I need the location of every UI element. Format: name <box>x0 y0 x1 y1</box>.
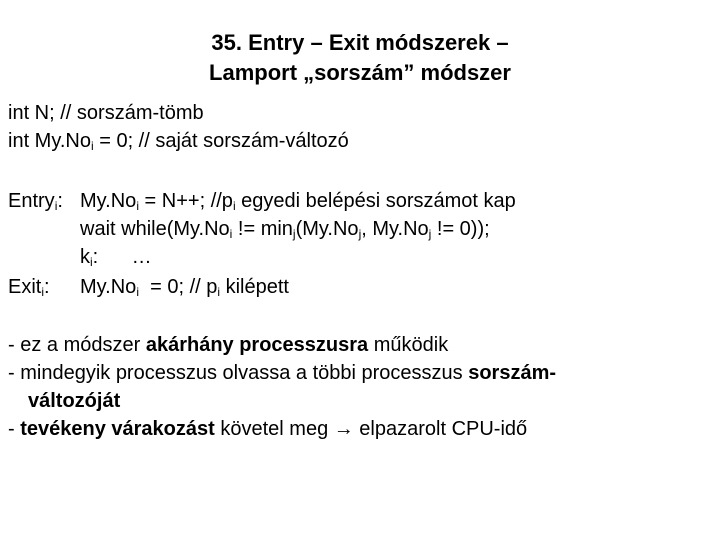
bullet-any-processes: - ez a módszer akárhány processzusra működik <box>8 334 449 356</box>
declaration-variable-line: int $My.No_i = 0$; // saját sorszám-változó <box>8 130 349 153</box>
entry-code-line: $My.No_i = N++$; $//p_i$ egyedi belépési sorszámot kap <box>80 190 516 213</box>
entry-label: Entry$_i$: <box>8 190 63 213</box>
slide-title-line-1: 35. Entry – Exit módszerek – <box>211 30 509 55</box>
exit-code-line: $My.No_i = 0$; // $p_i$ kilépett <box>80 276 289 299</box>
declaration-array-line: int N; // sorszám-tömb <box>8 102 204 124</box>
bullet-busy-waiting: - tevékeny várakozást követel meg → elpazarolt CPU-idő <box>8 418 528 440</box>
critical-section-line: $k_i$: … <box>80 246 152 269</box>
bullet-reads-numbers: - mindegyik processzus olvassa a többi processzus sorszám- <box>8 362 557 384</box>
wait-while-line: wait $while(My.No_i$ != $\min_j(My.No_j$, $My.No_j$ != 0)); <box>80 218 490 241</box>
bullet-reads-numbers-continuation: változóját <box>28 390 121 412</box>
exit-label: Exit$_i$: <box>8 276 50 299</box>
slide-title-line-2: Lamport „sorszám” módszer <box>209 60 511 85</box>
